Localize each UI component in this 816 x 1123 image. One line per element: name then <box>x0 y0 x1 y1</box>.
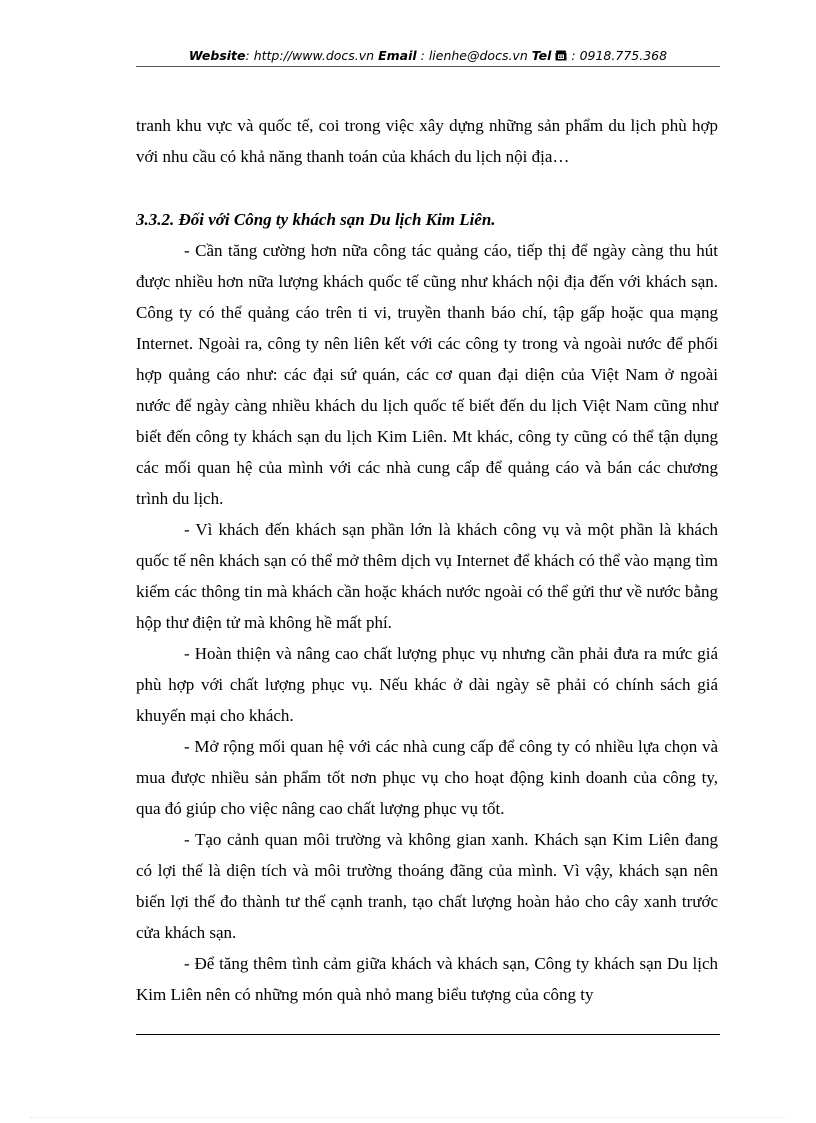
page-header <box>136 48 720 63</box>
section-heading: 3.3.2. Đối với Công ty khách sạn Du lịch Kim Liên. <box>136 210 496 229</box>
phone-icon <box>555 48 571 63</box>
paragraph-service-quality: - Hoàn thiện và nâng cao chất lượng phục vụ nhưng cần phải đưa ra mức giá phù hợp với chất lượng phục vụ. Nếu khác ở dài ngày sẽ phải có chính sách giá khuyến mại cho khách. <box>136 644 718 725</box>
paragraph-advertising: - Cần tăng cường hơn nữa công tác quảng cáo, tiếp thị để ngày càng thu hút được nhiều hơn nữa lượng khách quốc tế cũng như khách nội địa đến với khách sạn. Công ty có thể quảng cáo trên ti vi, truyền thanh báo chí, tập gấp hoặc qua mạng Internet. Ngoài ra, công ty nên liên kết với các công ty trong và ngoài nước để phối hợp quảng cáo như: các đại sứ quán, các cơ quan đại diện của Việt Nam ở ngoài nước để ngày càng nhiều khách du lịch quốc tế biết đến du lịch Việt Nam cũng như biết đến công ty khách sạn du lịch Kim Liên. Mt khác, công ty cũng có thể tận dụng các mối quan hệ của mình với các nhà cung cấp để quảng cáo và bán các chương trình du lịch. <box>136 241 718 508</box>
header-divider <box>136 66 720 67</box>
email-address: : lienhe@docs.vn <box>416 48 532 63</box>
paragraph-green-space: - Tạo cảnh quan môi trường và không gian xanh. Khách sạn Kim Liên đang có lợi thế là diện tích và môi trường thoáng đãng của mình. Vì vậy, khách sạn nên biến lợi thế đo thành tư thế cạnh tranh, tạo chất lượng hoàn hảo cho cây xanh trước cửa khách sạn. <box>136 830 718 942</box>
document-body <box>136 110 718 1010</box>
spacer <box>136 172 718 186</box>
email-label: Email <box>378 48 417 63</box>
website-url: : http://www.docs.vn <box>245 48 379 63</box>
website-label: Website <box>188 48 246 63</box>
intro-paragraph: tranh khu vực và quốc tế, coi trong việc xây dựng những sản phẩm du lịch phù hợp với nhu cầu có khả năng thanh toán của khách du lịch nội địa… <box>136 116 718 166</box>
phone-number: : 0918.775.368 <box>571 48 668 63</box>
paragraph-internet-service: - Vì khách đến khách sạn phần lớn là khách công vụ và một phần là khách quốc tế nên khách sạn có thể mở thêm dịch vụ Internet để khách có thể vào mạng tìm kiếm các thông tin mà khách cần hoặc khách nước ngoài có thể gửi thư về nước bằng hộp thư điện tử mà không hề mất phí. <box>136 520 718 632</box>
footer-divider <box>136 1034 720 1035</box>
tel-label: Tel <box>531 48 552 63</box>
page-bottom-edge <box>30 1117 786 1118</box>
paragraph-suppliers: - Mở rộng mối quan hệ với các nhà cung cấp để công ty có nhiều lựa chọn và mua được nhiều sản phẩm tốt nơn phục vụ cho hoạt động kinh doanh của công ty, qua đó giúp cho việc nâng cao chất lượng phục vụ tốt. <box>136 737 718 818</box>
paragraph-gifts: - Để tăng thêm tình cảm giữa khách và khách sạn, Công ty khách sạn Du lịch Kim Liên nên có những món quà nhỏ mang biểu tượng của công ty <box>136 954 718 1004</box>
